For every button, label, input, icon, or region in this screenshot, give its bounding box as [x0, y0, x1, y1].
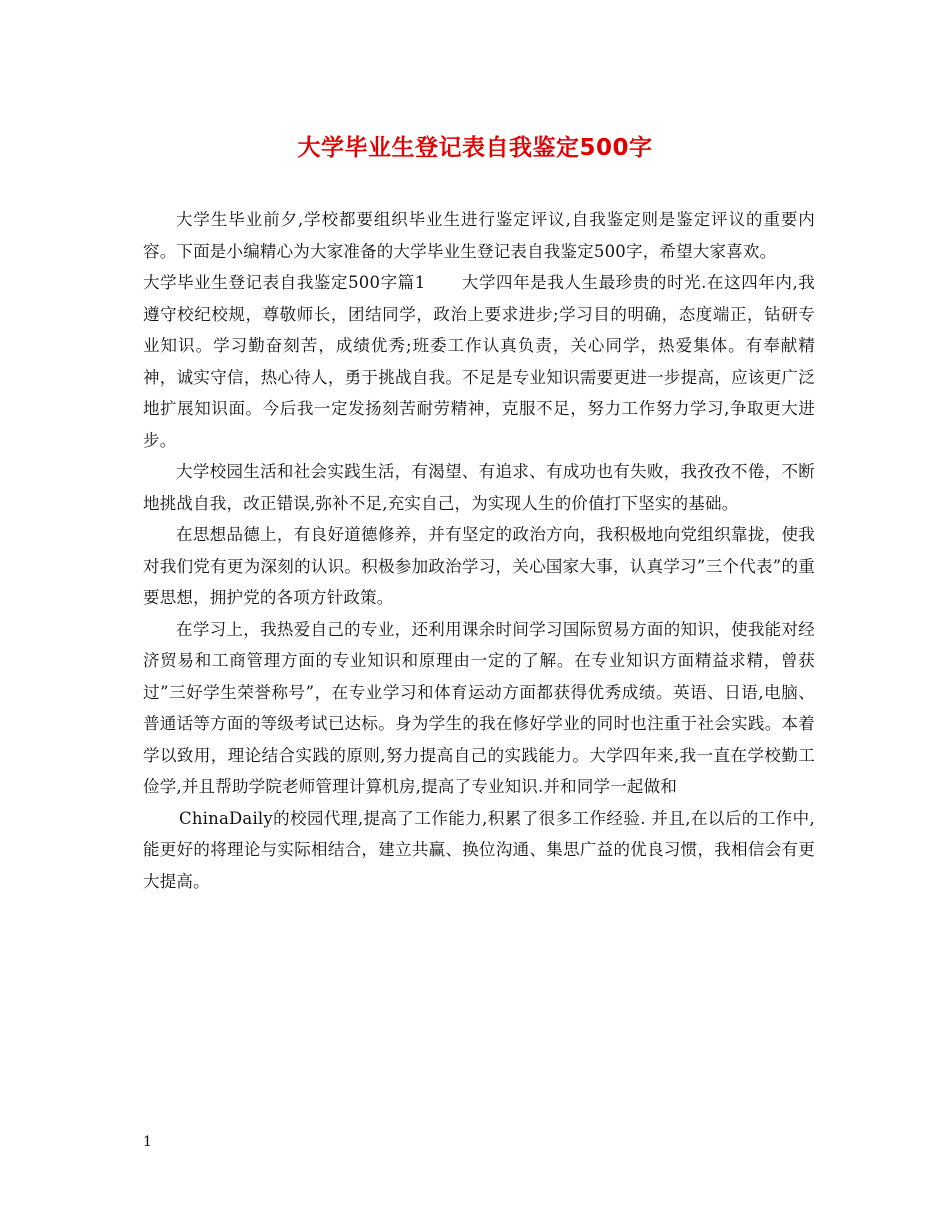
body-paragraph-4: 在学习上，我热爱自己的专业，还利用课余时间学习国际贸易方面的知识，使我能对经济贸易和工商管理方面的专业知识和原理由一定的了解。在专业知识方面精益求精，曾获过”三好学生荣誉称号”，在专业学习和体育运动方面都获得优秀成绩。英语、日语,电脑、普通话等方面的等级考试已达标。身为学生的我在修好学业的同时也注重于社会实践。本着学以致用，理论结合实践的原则,努力提高自己的实践能力。大学四年来,我一直在学校勤工俭学,并且帮助学院老师管理计算机房,提高了专业知识.并和同学一起做和: [143, 619, 815, 796]
body-paragraph-1: 大学四年是我人生最珍贵的时光.在这四年内,我遵守校纪校规，尊敬师长，团结同学，政治上要求进步;学习目的明确，态度端正，钻研专业知识。学习勤奋刻苦，成绩优秀;班委工作认真负责，关心同学，热爱集体。有奉献精神，诚实守信，热心待人，勇于挑战自我。不足是专业知识需要更进一步提高，应该更广泛地扩展知识面。今后我一定发扬刻苦耐劳精神，克服不足，努力工作努力学习,争取更大进步。: [143, 273, 816, 450]
body-paragraph-2: 大学校园生活和社会实践生活，有渴望、有追求、有成功也有失败，我孜孜不倦，不断地挑战自我，改正错误,弥补不足,充实自己，为实现人生的价值打下坚实的基础。: [143, 462, 815, 513]
body-paragraph-3: 在思想品德上，有良好道德修养，并有坚定的政治方向，我积极地向党组织靠拢，使我对我们党有更为深刻的认识。积极参加政治学习，关心国家大事，认真学习”三个代表”的重要思想，拥护党的各项方针政策。: [143, 525, 815, 607]
page-number: 1: [143, 1134, 152, 1150]
document-body: [143, 204, 815, 897]
document-title: 大学毕业生登记表自我鉴定500字: [297, 135, 653, 161]
section-heading: 大学毕业生登记表自我鉴定500字篇1: [143, 273, 426, 292]
body-paragraph-5: ChinaDaily的校园代理,提高了工作能力,积累了很多工作经验. 并且,在以后的工作中,能更好的将理论与实际相结合，建立共赢、换位沟通、集思广益的优良习惯，我相信会有更大提高。: [143, 808, 815, 891]
intro-paragraph: 大学生毕业前夕,学校都要组织毕业生进行鉴定评议,自我鉴定则是鉴定评议的重要内容。下面是小编精心为大家准备的大学毕业生登记表自我鉴定500字，希望大家喜欢。: [143, 210, 815, 261]
section-first-line: [143, 267, 815, 456]
